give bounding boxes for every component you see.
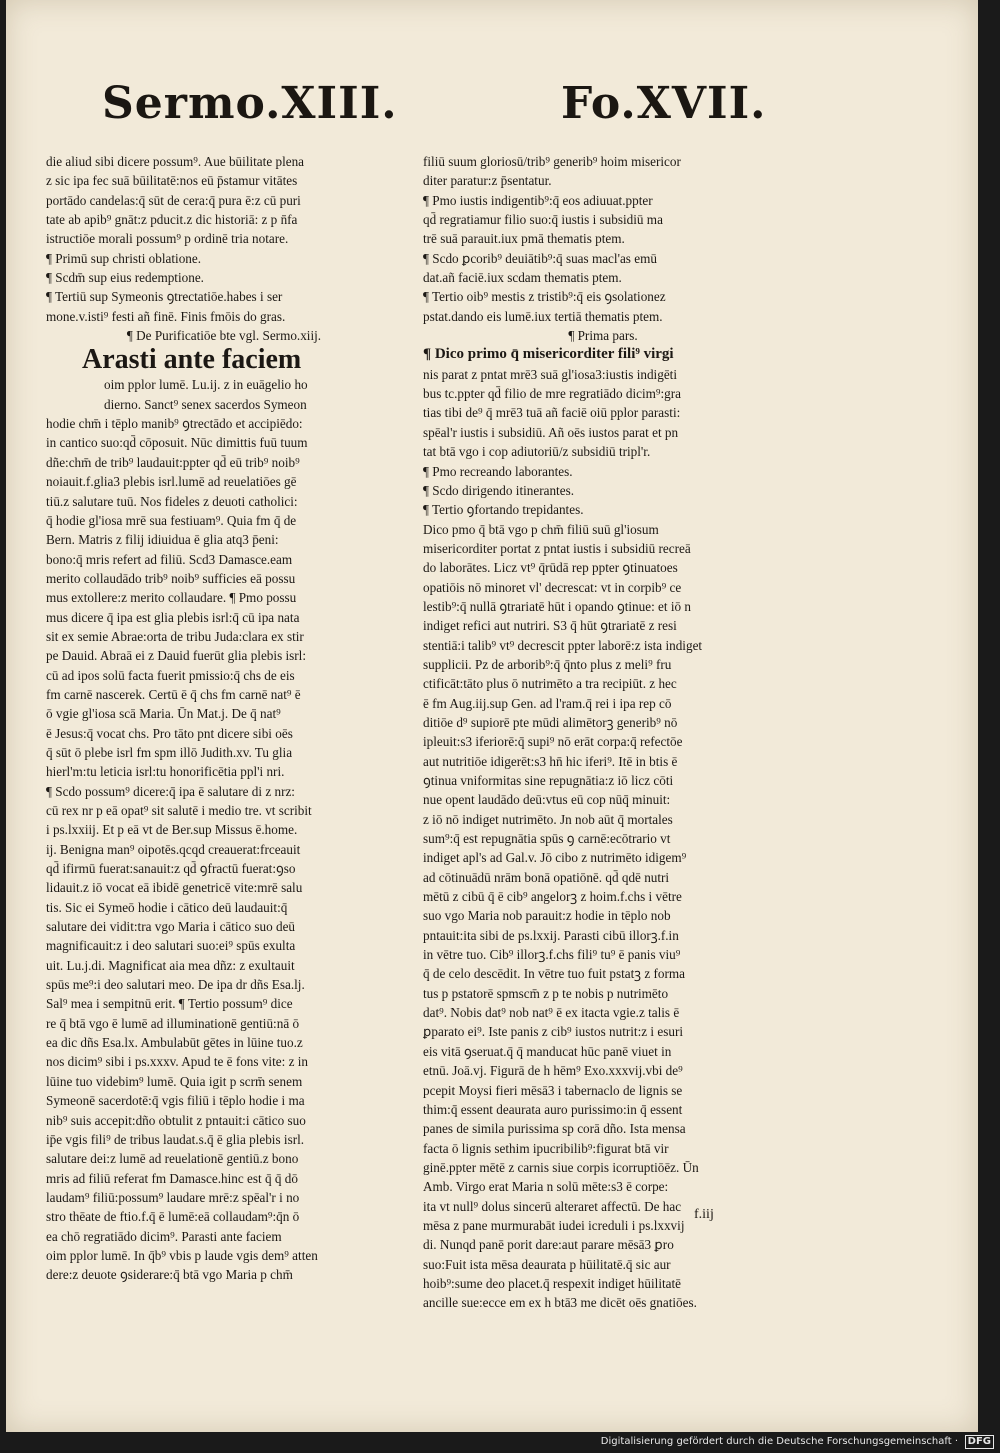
text-line: di. Nunqd panē porit dare:aut parare mēsā3 ꝑro (423, 1237, 674, 1253)
text-line: ea dic dñs Esa.lx. Ambulabūt gētes in lūine tuo.z (46, 1035, 303, 1051)
text-line: eis vitā ꝯseruat.q̄ q̄ manducat hūc panē viuet in (423, 1043, 672, 1059)
text-line: ¶ Scdo ꝑcorib⁹ deuiātib⁹:q̄ suas macl'as emū (423, 250, 657, 266)
text-line: mone.v.isti⁹ festi añ finē. Finis fmōis do gras. (46, 308, 286, 324)
text-line: qd̄ ifirmū fuerat:sanauit:z qd̄ ꝯfractū fuerat:ꝯso (46, 861, 296, 877)
text-line: stro thēate de ftio.f.q̄ ē lumē:eā collaudam⁹:q̄n ō (46, 1209, 300, 1225)
text-line: mris ad filiū referat fm Damasce.hinc est q̄ q̄ dō (46, 1170, 298, 1186)
text-line: facta ō lignis sethim ipucribilib⁹:figurat btā vir (423, 1140, 669, 1156)
text-line: magnificauit:z i deo salutari suo:ei⁹ spūs exulta (46, 938, 296, 954)
text-line: ¶ Primū sup christi oblatione. (46, 250, 202, 266)
digitization-credit: Digitalisierung gefördert durch die Deutsche Forschungsgemeinschaft · (600, 1436, 958, 1447)
text-line: ¶ Dico primo q̄ misericorditer fili⁹ virgi (423, 346, 674, 363)
text-line: tat btā vgo i cop adiutoriū/z subsidiū tripl'r. (423, 444, 651, 460)
signature-mark: f.iij (694, 1207, 714, 1222)
text-line: dat.añ faciē.iux scdam thematis ptem. (423, 270, 622, 286)
text-line: tis. Sic ei Symeō hodie i cātico deū laudauit:q̄ (46, 899, 288, 915)
text-line: laudam⁹ filiū:possum⁹ laudare mrē:z spēal'r i no (46, 1189, 300, 1205)
text-line: ꝑparato ei⁹. Iste panis z cib⁹ iustos nutrit:z i esuri (423, 1024, 684, 1040)
text-line: ¶ Tertio oib⁹ mestis z tristib⁹:q̄ eis ꝯsolationez (423, 289, 666, 305)
text-line: Bern. Matris z filij idiuidua ē glia atq3 p̄eni: (46, 532, 279, 548)
text-line: sit ex semie Abrae:orta de tribu Juda:clara ex stir (46, 628, 304, 644)
text-line: ¶ Tertiū sup Symeonis ꝯtrectatiōe.habes i ser (46, 289, 283, 305)
text-line: q̄ sūt ō plebe isrl fm spm illō Judith.xv. Tu glia (46, 744, 293, 760)
text-line: Symeonē sacerdotē:q̄ vgis filiū i tēplo hodie i ma (46, 1093, 305, 1109)
text-line: q̄ hodie gl'iosa mrē sua festiuam⁹. Quia fm q̄ de (46, 512, 297, 528)
folio-number: Fo.XVII. (561, 78, 767, 129)
text-line: z sic ipa fec suā būilitatē:nos eū p̄stamur vitātes (46, 173, 298, 189)
text-line: merito collaudādo trib⁹ noib⁹ sufficies eā possu (46, 570, 296, 586)
text-line: suo:Fuit ista mēsa deaurata p hūilitatē.q̄ sic aur (423, 1256, 671, 1272)
text-line: indiget refici aut nutriri. S3 q̄ hūt ꝯtrariatē z resi (423, 618, 677, 634)
text-line: suo vgo Maria nob parauit:z hodie in tēplo nob (423, 908, 671, 924)
text-line: ad cōtinuādū nrām bonā opatiōnē. qd̄ qdē nutri (423, 869, 670, 885)
text-line: pcepit Moysi fieri mēsā3 i tabernaclo de lignis se (423, 1082, 683, 1098)
text-line: pntauit:ita sibi de ps.lxxij. Parasti cibū illorꝫ.f.in (423, 927, 679, 943)
text-line: trē suā parauit.iux pmā thematis ptem. (423, 231, 625, 247)
text-line: ¶ Pmo recreando laborantes. (423, 463, 573, 479)
text-line: bus tc.ppter qd̄ filio de mre regratiādo dicim⁹:gra (423, 386, 682, 402)
text-line: ctificāt:tāto plus ō nutrimēto a tra recipiūt. z hec (423, 676, 677, 692)
sermon-heading: ¶ De Purificatiōe bte vgl. Sermo.xiij. (126, 328, 322, 344)
text-line: spēal'r iustis i subsidiū. Añ oēs iustos parat et pn (423, 424, 679, 440)
text-line: uit. Lu.j.di. Magnificat aia mea dñz: z exultauit (46, 957, 295, 973)
text-line: pe Dauid. Abraā ei z Dauid fuerūt glia plebis isrl: (46, 648, 307, 664)
incipit-line: Arasti ante faciem (82, 345, 302, 376)
text-line: diter paratur:z p̄sentatur. (423, 173, 552, 189)
text-line: lidauit.z iō vocat eā ibidē genetricē vite:mrē salu (46, 880, 303, 896)
text-line: ¶ Scdm̄ sup eius redemptione. (46, 270, 204, 286)
text-line: stentiā:i talib⁹ vt⁹ decrescit ppter laborē:z ista indiget (423, 637, 703, 653)
text-line: Dico pmo q̄ btā vgo p chm̄ filiū suū gl'iosum (423, 521, 659, 537)
text-line: dat⁹. Nobis dat⁹ nob nat⁹ ē ex itacta vgie.z talis ē (423, 1005, 680, 1021)
text-line: ¶ Tertio ꝯfortando trepidantes. (423, 502, 584, 518)
dfg-logo: DFG (965, 1435, 994, 1449)
text-line: istructiōe morali possum⁹ p ordinē tria notare. (46, 231, 289, 247)
text-line: nib⁹ suis accepit:dño obtulit z pntauit:i cātico suo (46, 1112, 306, 1128)
text-line: fm carnē nascerek. Certū ē q̄ chs fm carnē nat⁹ ē (46, 686, 301, 702)
text-line: Sal⁹ mea i sempitnū erit. ¶ Tertio possum⁹ dice (46, 996, 293, 1012)
text-line: ij. Benigna man⁹ oipotēs.qcqd creauerat:frceauit (46, 841, 301, 857)
text-line: mēsa z pane murmurabāt iudei icreduli i ps.lxxvij (423, 1217, 685, 1233)
text-line: tate ab apib⁹ gnāt:z pducit.z dic historiā: z p n̄fa (46, 212, 298, 228)
text-line: re q̄ btā vgo ē lumē ad illuminationē gentiū:nā ō (46, 1015, 300, 1031)
text-line: supplicii. Pz de arborib⁹:q̄ q̄nto plus z meli⁹ fru (423, 656, 672, 672)
text-line: hoib⁹:sume deo placet.q̄ respexit indiget hūilitatē (423, 1275, 682, 1291)
text-line: ¶ Pmo iustis indigentib⁹:q̄ eos adiuuat.ppter (423, 192, 653, 208)
text-line: lestib⁹:q̄ nullā ꝯtrariatē hūt i opando ꝯtinue: et iō n (423, 598, 692, 614)
text-line: nue opent laudādo deū:vtus eū cop nūq̄ minuit: (423, 792, 671, 808)
text-line: misericorditer portat z pntat iustis i subsidiū recreā (423, 540, 691, 556)
book-page (6, 0, 978, 1432)
text-line: pstat.dando eis lumē.iux tertiā thematis ptem. (423, 308, 663, 324)
text-line: oim pplor lumē. Lu.ij. z in euāgelio ho (104, 377, 308, 393)
text-line: ea chō regratiādo dicim⁹. Parasti ante faciem (46, 1228, 282, 1244)
text-line: ancille sue:ecce em ex h btā3 me dicēt oēs gnatiōes. (423, 1295, 697, 1311)
text-line: filiū suum gloriosū/trib⁹ generib⁹ hoim misericor (423, 154, 681, 169)
text-line: ginē.ppter mētē z carnis siue corpis icorruptiōēz. Ūn (423, 1159, 699, 1175)
text-line: sum⁹:q̄ est repugnātia spūs ꝯ carnē:ecōtrario vt (423, 831, 671, 847)
text-line: hierl'm:tu leticia isrl:tu honorificētia ppl'i nri. (46, 764, 285, 780)
text-line: noiauit.f.glia3 plebis isrl.lumē ad reuelatiōes gē (46, 474, 297, 490)
text-line: mus extollere:z merito collaudare. ¶ Pmo possu (46, 590, 297, 606)
text-line: tiū.z salutare tuū. Nos fideles z deuoti catholici: (46, 493, 298, 509)
text-line: salutare dei:z lumē ad reuelationē gentiū.z bono (46, 1151, 299, 1167)
text-line: mus dicere q̄ ipa est glia plebis isrl:q̄ cū ipa nata (46, 609, 300, 625)
text-line: ip̄e vgis fili⁹ de tribus laudat.s.q̄ ē glia plebis isrl. (46, 1131, 305, 1147)
text-line: qd̄ regratiamur filio suo:q̄ iustis i subsidiū ma (423, 212, 663, 228)
text-line: ditiōe d⁹ supiorē pte mūdi alimētorꝫ generib⁹ nō (423, 714, 678, 730)
text-line: ē fm Aug.iij.sup Gen. ad l'ram.q̄ rei i ipa rep cō (423, 695, 672, 711)
text-line: ita vt null⁹ dolus sincerū alteraret affectū. De hac (423, 1198, 682, 1214)
text-line: spūs me⁹:i deo salutari meo. De ipa dr dñs Esa.lj. (46, 977, 305, 993)
text-line: z iō nō indiget nutrimēto. Jn nob aūt q̄ mortales (423, 811, 673, 827)
text-line: dere:z deuote ꝯsiderare:q̄ btā vgo Maria p chm̄ (46, 1267, 293, 1283)
text-line: tus p pstatorē spmscm̄ z p te nobis p nutrimēto (423, 985, 669, 1001)
text-line: portādo candelas:q̄ sūt de cera:q̄ pura ē:z cū puri (46, 192, 301, 208)
text-line: dierno. Sanct⁹ senex sacerdos Symeon (104, 396, 307, 412)
text-line: indiget apl's ad Gal.v. Jō cibo z nutrimēto idigem⁹ (423, 850, 687, 866)
text-line: nis parat z pntat mrē3 suā gl'iosa3:iustis indigēti (423, 366, 677, 382)
text-line: dñe:chm̄ de trib⁹ laudauit:ppter qd̄ eū trib⁹ noib⁹ (46, 454, 300, 470)
text-line: in vētre tuo. Cib⁹ illorꝫ.f.chs fili⁹ tu⁹ ē panis viu⁹ (423, 947, 681, 963)
text-line: die aliud sibi dicere possum⁹. Aue būilitate plena (46, 154, 305, 169)
text-line: ē Jesus:q̄ vocat chs. Pro tāto pnt dicere sibi oēs (46, 725, 293, 741)
text-line: cū ad ipos solū facta fuerit pmissio:q̄ chs de eis (46, 667, 295, 683)
text-line: aut nutritiōe idigerēt:s3 hn̄ hic iferi⁹. Itē in btis ē (423, 753, 678, 769)
text-line: ō vgie gl'iosa scā Maria. Ūn Mat.j. De q̄ nat⁹ (46, 706, 281, 722)
text-line: ¶ Scdo possum⁹ dicere:q̄ ipa ē salutare di z nrz: (46, 783, 295, 799)
text-line: oim pplor lumē. In q̄b⁹ vbis p laude vgis dem⁹ atten (46, 1247, 318, 1263)
text-line: tias tibi de⁹ q̄ mrē3 tuā añ faciē oiū pplor parasti: (423, 405, 681, 421)
text-line: thim:q̄ essent deaurata auro purissimo:in q̄ essent (423, 1101, 683, 1117)
text-line: mētū z cibū q̄ ē cib⁹ angelorꝫ z hoim.f.chs i vētre (423, 889, 682, 905)
text-line: ¶ Scdo dirigendo itinerantes. (423, 482, 575, 498)
text-line: cū rex nr p eā opat⁹ sit salutē i medio tre. vt scribit (46, 803, 312, 818)
text-line: do laborātes. Licz vt⁹ q̄rūdā rep ppter ꝯtinuatoes (423, 560, 678, 576)
text-line: ipleuit:s3 iferiorē:q̄ supi⁹ nō erāt corpa:q̄ refectōe (423, 734, 683, 750)
text-line: q̄ de celo descēdit. In vētre tuo fuit pstatꝫ z forma (423, 966, 685, 982)
text-line: opatiōis nō minoret vl' decrescat: vt in corpib⁹ ce (423, 579, 682, 595)
text-line: lūine tuo videbim⁹ lumē. Quia igit p scrm̄ senem (46, 1073, 303, 1089)
text-line: etnū. Joā.vj. Figurā de h hēm⁹ Exo.xxxvij.vbi de⁹ (423, 1063, 683, 1079)
section-heading: ¶ Prima pars. (568, 328, 638, 344)
text-line: bono:q̄ mris refert ad filiū. Scd3 Damasce.eam (46, 551, 293, 567)
text-line: in cantico suo:qd̄ cōposuit. Nūc dimittis fuū tuum (46, 435, 308, 451)
text-line: salutare dei vidit:tra vgo Maria i cātico suo deū (46, 919, 296, 935)
text-line: Amb. Virgo erat Maria n solū mēte:s3 ē corpe: (423, 1179, 669, 1195)
text-line: hodie chm̄ i tēplo manib⁹ ꝯtrectādo et accipiēdo: (46, 416, 303, 432)
text-line: i ps.lxxiij. Et p eā vt de Ber.sup Missus ē.home. (46, 822, 298, 838)
right-text-column (423, 152, 783, 1313)
left-text-column (46, 152, 402, 1285)
text-line: panes de simila purissima sp corā dño. Ista mensa (423, 1121, 686, 1137)
running-head-left: Sermo.XIII. (102, 78, 398, 129)
text-line: nos dicim⁹ sibi i ps.xxxv. Apud te ē fons vite: z in (46, 1054, 308, 1070)
text-line: ꝯtinua vniformitas sine repugnātia:z iō licz cōti (423, 773, 674, 788)
